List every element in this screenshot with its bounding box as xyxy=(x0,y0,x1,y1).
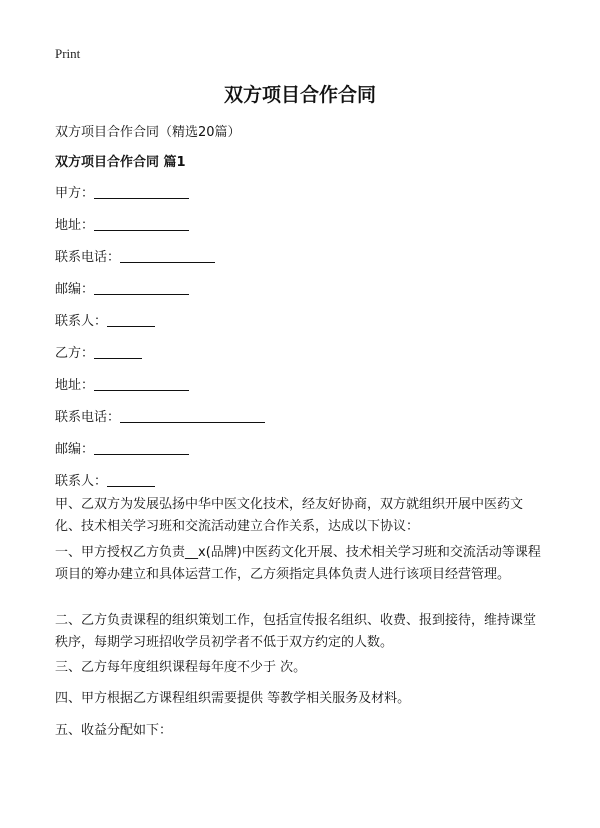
paragraph: 一、甲方授权乙方负责__x(品牌)中医药文化开展、技术相关学习班和交流活动等课程项目的筹办建立和具体运营工作，乙方须指定具体负责人进行该项目经营管理。 xyxy=(55,545,541,582)
section-title: 双方项目合作合同 篇1 xyxy=(55,155,186,170)
field-phone-b xyxy=(55,406,265,425)
field-address-a xyxy=(55,214,189,233)
print-link[interactable]: Print xyxy=(55,46,81,61)
field-contact-b xyxy=(55,470,155,489)
field-label: 邮编： xyxy=(55,282,95,297)
field-label: 地址： xyxy=(55,378,95,393)
blank-line xyxy=(107,312,155,327)
paragraph: 四、甲方根据乙方课程组织需要提供 等教学相关服务及材料。 xyxy=(55,691,411,706)
field-label: 乙方： xyxy=(55,346,95,361)
blank-line xyxy=(94,344,142,359)
paragraph: 五、收益分配如下： xyxy=(55,723,173,738)
blank-line xyxy=(94,216,189,231)
field-label: 联系电话： xyxy=(55,250,121,265)
field-postcode-b xyxy=(55,438,189,457)
blank-line xyxy=(94,376,189,391)
blank-line xyxy=(94,440,189,455)
paragraph: 甲、乙双方为发展弘扬中华中医文化技术，经友好协商，双方就组织开展中医药文化、技术相关学习班和交流活动建立合作关系，达成以下协议： xyxy=(55,497,524,534)
field-party-a xyxy=(55,182,189,201)
blank-line xyxy=(94,280,189,295)
blank-line xyxy=(120,408,265,423)
document-title: 双方项目合作合同 xyxy=(223,84,376,106)
field-label: 地址： xyxy=(55,218,95,233)
field-label: 联系人： xyxy=(55,314,108,329)
blank-line xyxy=(120,248,215,263)
document-subtitle: 双方项目合作合同（精选20篇） xyxy=(55,125,241,140)
field-label: 甲方： xyxy=(55,186,95,201)
field-postcode-a xyxy=(55,278,189,297)
paragraph: 二、乙方负责课程的组织策划工作，包括宣传报名组织、收费、报到接待，维持课堂秩序，每期学习班招收学员初学者不低于双方约定的人数。 xyxy=(55,613,537,650)
field-label: 联系电话： xyxy=(55,410,121,425)
field-phone-a xyxy=(55,246,215,265)
field-contact-a xyxy=(55,310,155,329)
paragraph: 三、乙方每年度组织课程每年度不少于 次。 xyxy=(55,660,307,675)
blank-line xyxy=(94,184,189,199)
field-party-b xyxy=(55,342,142,361)
field-label: 联系人： xyxy=(55,474,108,489)
field-address-b xyxy=(55,374,189,393)
field-label: 邮编： xyxy=(55,442,95,457)
blank-line xyxy=(107,472,155,487)
